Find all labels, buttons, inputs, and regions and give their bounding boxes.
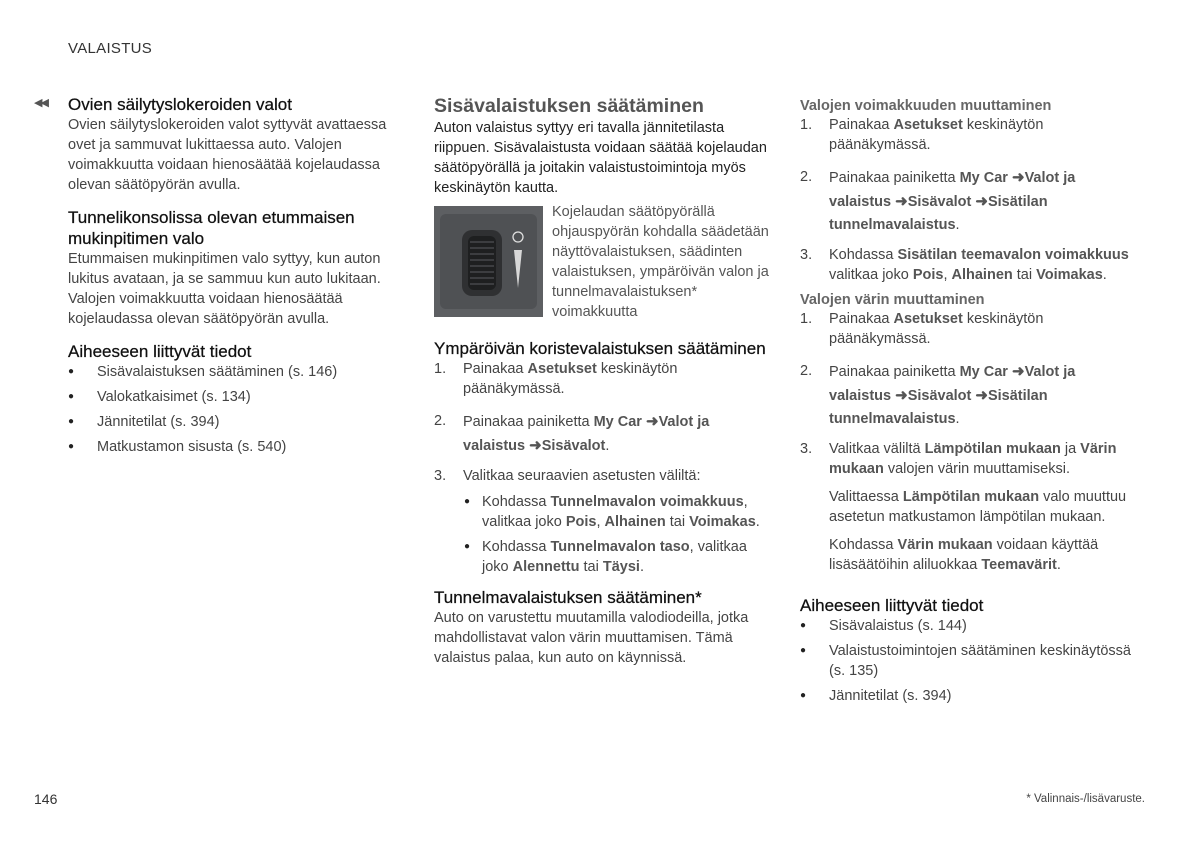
figure-caption: Kojelaudan säätöpyörällä ohjauspyörän kohdalla säädetään näyttövalaistuksen, säädinten valaistuksen, ympäröivän valon ja tunnelmavalaistuksen* voimakkuutta: [552, 204, 769, 320]
cupholder-light-text: Etummaisen mukinpitimen valo syttyy, kun auton lukitus avataan, ja se sammuu kun auto lukitaan. Valojen voimakkuutta voidaan hienosäätää kojelaudassa olevan säätöpyörän avulla.: [68, 251, 381, 327]
sub-item: ● Kohdassa Tunnelmavalon voimakkuus, valitkaa joko Pois, Alhainen tai Voimakas.: [463, 492, 769, 532]
thumbwheel-image: [434, 206, 543, 317]
intensity-title: Valojen voimakkuuden muuttaminen: [800, 98, 1052, 114]
mood-lighting-title: Tunnelmavalaistuksen säätäminen*: [434, 588, 702, 607]
list-item: 1. Painakaa Asetukset keskinäytön päänäkymässä.: [800, 311, 1044, 347]
arrow-right-icon: ➜: [645, 413, 659, 430]
arrow-right-icon: ➜: [895, 387, 908, 404]
sub-item: ● Kohdassa Tunnelmavalon taso, valitkaa joko Alennettu tai Täysi.: [463, 537, 769, 577]
interior-lighting-title: Sisävalaistuksen säätäminen: [434, 95, 704, 117]
temperature-note: Valittaessa Lämpötilan mukaan valo muuttuu asetetun matkustamon lämpötilan mukaan.: [829, 489, 1127, 525]
color-title: Valojen värin muuttaminen: [800, 292, 985, 308]
intro-text: Auton valaistus syttyy eri tavalla jännitetilasta riippuen. Sisävalaistusta voidaan säätää kojelaudan säätöpyörällä ja joitakin valaistustoimintoja myös keskinäytön kautta.: [434, 120, 767, 196]
intensity-steps: [800, 115, 1135, 285]
list-item: 2. Painakaa painiketta My Car ➜Valot ja valaistus ➜Sisävalot ➜Sisätilan tunnelmavalaistus.: [800, 169, 1076, 233]
section-header: VALAISTUS: [68, 40, 153, 57]
arrow-right-icon: ➜: [975, 193, 988, 210]
ambient-steps: [434, 359, 769, 577]
list-item: 1. Painakaa Asetukset keskinäytön päänäkymässä.: [434, 361, 678, 397]
arrow-right-icon: ➜: [529, 437, 542, 454]
column-3: [800, 94, 1135, 711]
related-link[interactable]: ● Valokatkaisimet (s. 134): [68, 387, 398, 407]
mood-lighting-text: Auto on varustettu muutamilla valodiodeilla, jotka mahdollistavat valon värin muuttamisen. Tämä valaistus palaa, kun auto on käynnissä.: [434, 610, 749, 666]
footnote: * Valinnais-/lisävaruste.: [1026, 793, 1145, 805]
related-info-title: Aiheeseen liittyvät tiedot: [800, 596, 984, 615]
related-link[interactable]: ● Matkustamon sisusta (s. 540): [68, 437, 398, 457]
cupholder-light-title: Tunnelikonsolissa olevan etummaisen mukinpitimen valo: [68, 208, 355, 248]
list-item: 2. Painakaa painiketta My Car ➜Valot ja valaistus ➜Sisävalot ➜Sisätilan tunnelmavalaistus.: [800, 363, 1076, 427]
related-link[interactable]: ● Jännitetilat (s. 394): [800, 686, 1135, 706]
column-1: [68, 94, 398, 462]
sub-options: [463, 492, 769, 577]
arrow-right-icon: ➜: [895, 193, 908, 210]
ambient-lighting-title: Ympäröivän koristevalaistuksen säätäminen: [434, 339, 766, 358]
related-link[interactable]: ● Jännitetilat (s. 394): [68, 412, 398, 432]
door-pocket-lights-text: Ovien säilytyslokeroiden valot syttyvät avattaessa ovet ja sammuvat lukittaessa auto. Valojen voimakkuutta voidaan hienosäätää kojelaudassa olevan säätöpyörän avulla.: [68, 117, 387, 193]
related-list: [800, 616, 1135, 706]
related-info-title: Aiheeseen liittyvät tiedot: [68, 342, 252, 361]
related-link[interactable]: ● Sisävalaistuksen säätäminen (s. 146): [68, 362, 398, 382]
list-item: 1. Painakaa Asetukset keskinäytön päänäkymässä.: [800, 117, 1044, 153]
color-steps: [800, 309, 1135, 575]
list-item: 3. Kohdassa Sisätilan teemavalon voimakkuus valitkaa joko Pois, Alhainen tai Voimakas.: [800, 247, 1129, 283]
list-item: 3. Valitkaa väliltä Lämpötilan mukaan ja Värin mukaan valojen värin muuttamiseksi. Valittaessa Lämpötilan mukaan valo muuttuu asetetun matkustamon lämpötilan mukaan. Kohdassa Värin mukaan voidaan käyttää lisäsäätöihin aliluokkaa Teemavärit.: [800, 439, 1135, 575]
color-note: Kohdassa Värin mukaan voidaan käyttää lisäsäätöihin aliluokkaa Teemavärit.: [829, 537, 1099, 573]
page-number: 146: [34, 791, 58, 807]
arrow-right-icon: ➜: [975, 387, 988, 404]
list-item: 2. Painakaa painiketta My Car ➜Valot ja valaistus ➜Sisävalot.: [434, 413, 710, 454]
related-link[interactable]: ● Valaistustoimintojen säätäminen keskinäytössä (s. 135): [800, 641, 1135, 681]
list-item: 3. Valitkaa seuraavien asetusten väliltä: ● Kohdassa Tunnelmavalon voimakkuus, valitkaa joko Pois, Alhainen tai Voimakas. ● Kohdassa Tunnelmavalon taso, valitkaa joko Alennettu tai Täysi.: [434, 466, 769, 577]
double-left-arrow-icon[interactable]: ◀◀: [34, 97, 47, 109]
arrow-right-icon: ➜: [1011, 169, 1025, 186]
thumbwheel-figure: [434, 202, 769, 322]
door-pocket-lights-title: Ovien säilytyslokeroiden valot: [68, 95, 292, 114]
related-list: [68, 362, 398, 457]
column-2: [434, 94, 769, 668]
arrow-right-icon: ➜: [1011, 363, 1025, 380]
related-link[interactable]: ● Sisävalaistus (s. 144): [800, 616, 1135, 636]
